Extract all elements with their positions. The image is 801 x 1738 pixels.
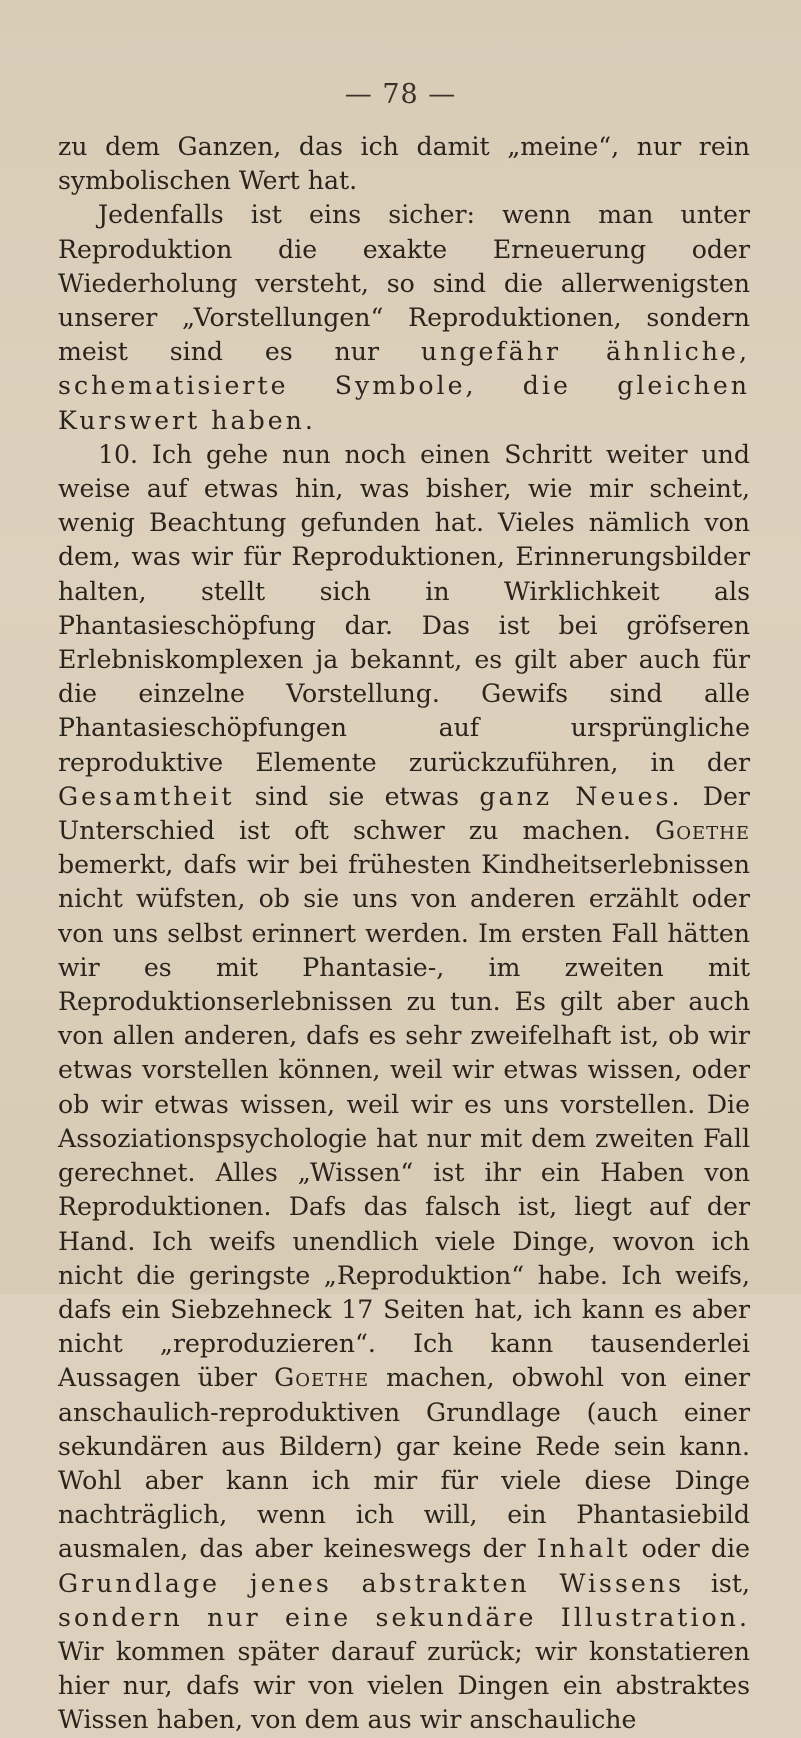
paragraph-3-text-b: sind sie etwas (234, 781, 480, 811)
spaced-gesamtheit: Gesamtheit (58, 781, 235, 811)
spaced-sondern: sondern nur eine sekundäre Illustration. (58, 1602, 750, 1632)
paragraph-2-spaced-text: ungefähr ähnliche, schematisierte Symbole, die gleichen Kurswert haben. (58, 337, 751, 435)
paragraph-3-text-f: oder die (630, 1534, 750, 1564)
paragraph-3-text-a: 10. Ich gehe nun noch einen Schritt weiter und weise auf etwas hin, was bisher, wie mir scheint, wenig Beachtung gefunden hat. Vieles nämlich von dem, was wir für Reproduktionen, Erinnerungsbilder halten, stellt sich in Wirklichkeit als Phantasieschöpfung dar. Das ist bei gröfseren Erlebniskomplexen ja bekannt, es gilt aber auch für die einzelne Vorstellung. Gewifs sind alle Phantasieschöpfungen auf ursprüngliche reproduktive Elemente zurückzuführen, in der (58, 439, 750, 777)
spaced-ganz-neues: ganz Neues. (479, 781, 683, 811)
paragraph-3-text-d: bemerkt, dafs wir bei frühesten Kindheitserlebnissen nicht wüfsten, ob sie uns von anderen erzählt oder von uns selbst erinnert werden. Im ersten Fall hätten wir es mit Phantasie-, im zweiten mit Reproduktionserlebnissen zu tun. Es gilt aber auch von allen anderen, dafs es sehr zweifelhaft ist, ob wir etwas vorstellen können, weil wir etwas wissen, oder ob wir etwas wissen, weil wir es uns vorstellen. Die Assoziationspsychologie hat nur mit dem zweiten Fall gerechnet. Alles „Wissen“ ist ihr ein Haben von Reproduktionen. Dafs das falsch ist, liegt auf der Hand. Ich weifs unendlich viele Dinge, wovon ich nicht die geringste „Reproduktion“ habe. Ich weifs, dafs ein Siebzehneck 17 Seiten hat, ich kann es aber nicht „reproduzieren“. Ich kann tausenderlei Aussagen über (58, 850, 750, 1393)
smallcaps-goethe-2: Goethe (274, 1363, 370, 1393)
paragraph-3-text-h: Wir kommen später darauf zurück; wir konstatieren hier nur, dafs wir von vielen Dingen ein abstraktes Wissen haben, von dem aus wir anschauliche (58, 1636, 750, 1735)
paragraph-3-text-c: Der Unterschied ist oft schwer zu machen. (58, 781, 750, 846)
paragraph-1-text: zu dem Ganzen, das ich damit „meine“, nur rein symbolischen Wert hat. (58, 132, 750, 196)
paragraph-3 (58, 438, 750, 1738)
spaced-grundlage: Grundlage jenes abstrakten Wissens (58, 1568, 685, 1598)
body-text (58, 130, 750, 1738)
page-number: — 78 — (344, 79, 457, 110)
paragraph-1 (58, 130, 750, 198)
paragraph-2-text: Jedenfalls ist eins sicher: wenn man unter Reproduktion die exakte Erneuerung oder Wiederholung versteht, so sind die allerwenigsten unserer „Vorstellungen“ Reproduktionen, sondern meist sind es nur (58, 200, 750, 367)
paragraph-3-text-e: machen, obwohl von einer anschaulich-reproduktiven Grundlage (auch einer sekundären aus Bildern) gar keine Rede sein kann. Wohl aber kann ich mir für viele diese Dinge nachträglich, wenn ich will, ein Phantasiebild ausmalen, das aber keineswegs der (58, 1363, 750, 1564)
paragraph-2 (58, 198, 750, 437)
spaced-inhalt: Inhalt (536, 1534, 631, 1564)
paragraph-3-text-g: ist, (684, 1568, 750, 1598)
smallcaps-goethe-1: Goethe (655, 816, 750, 846)
